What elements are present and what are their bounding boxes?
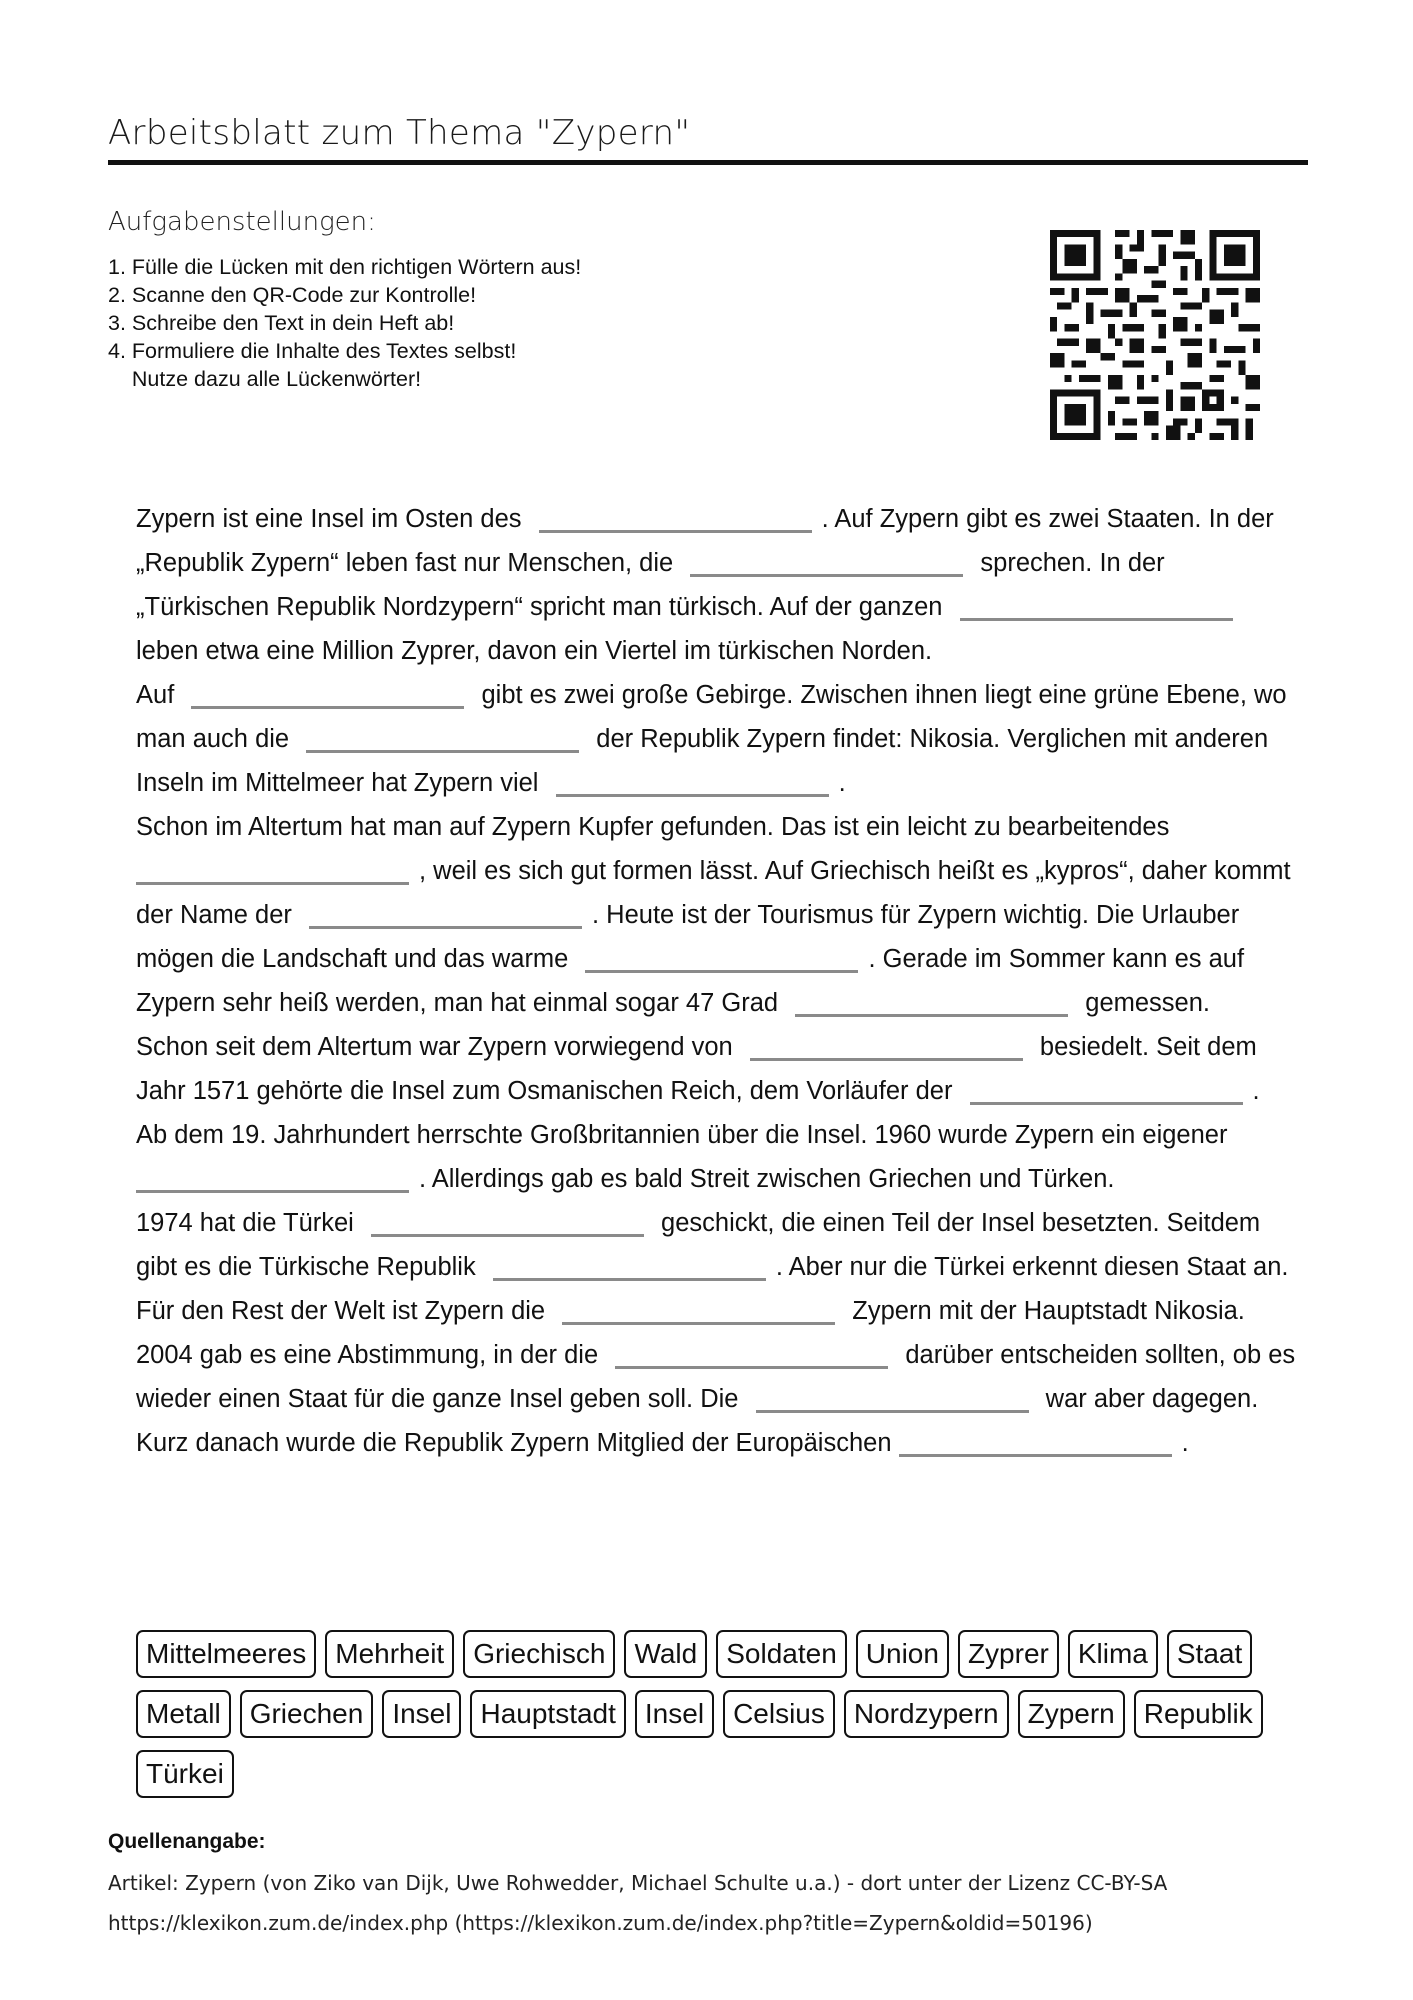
word-chip[interactable]: Griechen bbox=[240, 1690, 374, 1738]
cloze-text-segment: Ab dem 19. Jahrhundert herrschte Großbritannien über die Insel. 1960 wurde Zypern ein eigener bbox=[136, 1121, 1228, 1149]
cloze-text-segment: sprechen. In der „Türkischen Republik Nordzypern“ spricht man türkisch. Auf der ganzen bbox=[136, 549, 1165, 621]
cloze-text-segment: gemessen. bbox=[1085, 989, 1211, 1017]
answer-gap[interactable] bbox=[795, 1014, 1068, 1017]
cloze-text-segment: 1974 hat die Türkei bbox=[136, 1209, 354, 1237]
answer-gap[interactable] bbox=[960, 618, 1233, 621]
word-chip[interactable]: Staat bbox=[1167, 1630, 1252, 1678]
answer-gap[interactable] bbox=[136, 882, 409, 885]
source-article: Artikel: Zypern (von Ziko van Dijk, Uwe Rohwedder, Michael Schulte u.a.) - dort unter der Lizenz CC-BY-SA bbox=[108, 1871, 1168, 1895]
word-chip[interactable]: Mittelmeeres bbox=[136, 1630, 316, 1678]
answer-gap[interactable] bbox=[539, 530, 812, 533]
task-item: 1. Fülle die Lücken mit den richtigen Wörtern aus! bbox=[108, 255, 582, 279]
cloze-text-segment: besiedelt. Seit dem Jahr 1571 gehörte die Insel zum Osmanischen Reich, dem Vorläufer der bbox=[136, 1033, 1257, 1105]
cloze-text-segment: 2004 gab es eine Abstimmung, in der die bbox=[136, 1341, 599, 1369]
task-list bbox=[108, 253, 581, 393]
title-divider bbox=[108, 160, 1308, 165]
cloze-text-segment: . bbox=[1252, 1077, 1260, 1105]
word-chip[interactable]: Nordzypern bbox=[844, 1690, 1009, 1738]
answer-gap[interactable] bbox=[690, 574, 963, 577]
cloze-text-segment: gibt es zwei große Gebirge. Zwischen ihnen liegt eine grüne Ebene, wo man auch die bbox=[136, 681, 1287, 753]
answer-gap[interactable] bbox=[371, 1234, 644, 1237]
answer-gap[interactable] bbox=[309, 926, 582, 929]
page-title: Arbeitsblatt zum Thema "Zypern" bbox=[108, 113, 691, 153]
answer-gap[interactable] bbox=[970, 1102, 1243, 1105]
cloze-text-segment: leben etwa eine Million Zyprer, davon ein Viertel im türkischen Norden. bbox=[136, 637, 933, 665]
word-chip[interactable]: Soldaten bbox=[716, 1630, 847, 1678]
cloze-text-segment: . Allerdings gab es bald Streit zwischen Griechen und Türken. bbox=[419, 1165, 1115, 1193]
answer-gap[interactable] bbox=[756, 1410, 1029, 1413]
cloze-text bbox=[136, 497, 1296, 1465]
answer-gap[interactable] bbox=[615, 1366, 888, 1369]
cloze-text-segment: . Auf Zypern gibt es zwei Staaten. In der „Republik Zypern“ leben fast nur Menschen, die bbox=[136, 505, 1274, 577]
source-heading: Quellenangabe: bbox=[108, 1830, 266, 1853]
answer-gap[interactable] bbox=[493, 1278, 766, 1281]
cloze-text-segment: . bbox=[838, 769, 846, 797]
cloze-text-segment: geschickt, die einen Teil der Insel besetzten. Seitdem gibt es die Türkische Republik bbox=[136, 1209, 1261, 1281]
answer-gap[interactable] bbox=[136, 1190, 409, 1193]
word-chip[interactable]: Union bbox=[856, 1630, 949, 1678]
answer-gap[interactable] bbox=[306, 750, 579, 753]
cloze-text-segment: der Republik Zypern findet: Nikosia. Verglichen mit anderen Inseln im Mittelmeer hat Zypern viel bbox=[136, 725, 1269, 797]
task-item: 3. Schreibe den Text in dein Heft ab! bbox=[108, 311, 455, 335]
word-chip[interactable]: Wald bbox=[624, 1630, 707, 1678]
answer-gap[interactable] bbox=[556, 794, 829, 797]
tasks-heading: Aufgabenstellungen: bbox=[108, 207, 376, 237]
answer-gap[interactable] bbox=[562, 1322, 835, 1325]
answer-gap[interactable] bbox=[585, 970, 858, 973]
word-chip[interactable]: Mehrheit bbox=[325, 1630, 454, 1678]
cloze-text-segment: war aber dagegen. Kurz danach wurde die Republik Zypern Mitglied der Europäischen bbox=[136, 1385, 1259, 1457]
cloze-text-segment: darüber entscheiden sollten, ob es wieder einen Staat für die ganze Insel geben soll. Die bbox=[136, 1341, 1296, 1413]
cloze-text-segment: Zypern ist eine Insel im Osten des bbox=[136, 505, 522, 533]
cloze-text-segment: Auf bbox=[136, 681, 175, 709]
qr-code-icon[interactable] bbox=[1050, 230, 1260, 440]
answer-gap[interactable] bbox=[750, 1058, 1023, 1061]
cloze-text-segment: . Heute ist der Tourismus für Zypern wichtig. Die Urlauber mögen die Landschaft und das warme bbox=[136, 901, 1240, 973]
cloze-text-segment: . bbox=[1181, 1429, 1189, 1457]
word-chip[interactable]: Insel bbox=[635, 1690, 714, 1738]
word-chip[interactable]: Celsius bbox=[723, 1690, 835, 1738]
answer-gap[interactable] bbox=[899, 1454, 1172, 1457]
word-chip[interactable]: Zyprer bbox=[958, 1630, 1059, 1678]
source-url[interactable]: https://klexikon.zum.de/index.php (https://klexikon.zum.de/index.php?title=Zypern&oldid=50196) bbox=[108, 1911, 1093, 1935]
task-item: 4. Formuliere die Inhalte des Textes selbst! bbox=[108, 339, 517, 363]
word-chip[interactable]: Insel bbox=[382, 1690, 461, 1738]
cloze-text-segment: Schon seit dem Altertum war Zypern vorwiegend von bbox=[136, 1033, 733, 1061]
word-chip[interactable]: Klima bbox=[1068, 1630, 1158, 1678]
cloze-text-segment: . Aber nur die Türkei erkennt diesen Staat an. Für den Rest der Welt ist Zypern die bbox=[136, 1253, 1289, 1325]
word-bank bbox=[136, 1630, 1276, 1798]
cloze-text-segment: . Gerade im Sommer kann es auf Zypern sehr heiß werden, man hat einmal sogar 47 Grad bbox=[136, 945, 1245, 1017]
cloze-text-segment: , weil es sich gut formen lässt. Auf Griechisch heißt es „kypros“, daher kommt der Name der bbox=[136, 857, 1291, 929]
word-chip[interactable]: Republik bbox=[1134, 1690, 1263, 1738]
task-item: Nutze dazu alle Lückenwörter! bbox=[108, 367, 422, 391]
word-chip[interactable]: Griechisch bbox=[463, 1630, 615, 1678]
word-chip[interactable]: Türkei bbox=[136, 1750, 234, 1798]
cloze-text-segment: Schon im Altertum hat man auf Zypern Kupfer gefunden. Das ist ein leicht zu bearbeitendes bbox=[136, 813, 1170, 841]
task-item: 2. Scanne den QR-Code zur Kontrolle! bbox=[108, 283, 477, 307]
word-chip[interactable]: Hauptstadt bbox=[470, 1690, 625, 1738]
answer-gap[interactable] bbox=[191, 706, 464, 709]
cloze-text-segment: Zypern mit der Hauptstadt Nikosia. bbox=[852, 1297, 1245, 1325]
word-chip[interactable]: Zypern bbox=[1018, 1690, 1125, 1738]
word-chip[interactable]: Metall bbox=[136, 1690, 231, 1738]
